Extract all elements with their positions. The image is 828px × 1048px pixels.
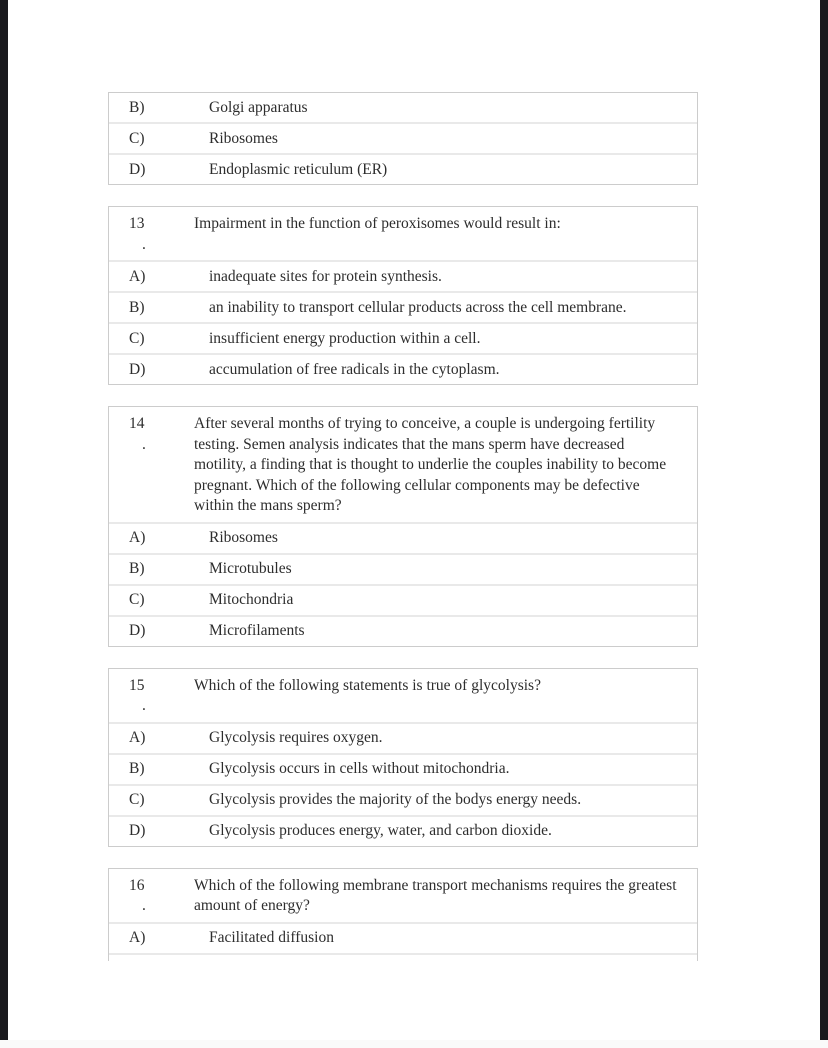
option-letter: C) — [129, 791, 145, 808]
question-text: Which of the following statements is true of glycolysis? — [194, 676, 541, 694]
table-row — [109, 553, 697, 584]
option-letter: C) — [129, 591, 145, 608]
option-text: Microfilaments — [209, 622, 305, 639]
question-table — [108, 92, 698, 185]
clipped-table-row — [109, 953, 697, 961]
option-text: insufficient energy production within a cell. — [209, 329, 481, 347]
table-row — [109, 93, 697, 122]
question-number-period: . — [142, 435, 146, 453]
option-text: inadequate sites for protein synthesis. — [209, 267, 442, 285]
option-text: Glycolysis produces energy, water, and carbon dioxide. — [209, 822, 552, 839]
table-row — [109, 291, 697, 322]
option-text: Ribosomes — [209, 529, 278, 546]
question-number — [109, 669, 194, 722]
table-row — [109, 584, 697, 615]
option-letter: D) — [129, 622, 146, 639]
option-text: Glycolysis requires oxygen. — [209, 729, 383, 746]
option-text: Glycolysis occurs in cells without mitochondria. — [209, 760, 510, 777]
question-number-period: . — [142, 897, 146, 914]
option-text: Ribosomes — [209, 129, 278, 147]
question-text: After several months of trying to conceive, a couple is undergoing fertility testing. Semen analysis indicates that the mans sperm have decreased motility, a finding that is thought to underlie the couples inability to become pregnant. Which of the following cellular components may be defective within the mans sperm? — [194, 415, 667, 514]
option-letter: C) — [129, 329, 145, 347]
question-text: Impairment in the function of peroxisomes would result in: — [194, 215, 561, 232]
table-row — [109, 522, 697, 553]
table-row — [109, 322, 697, 353]
table-row — [109, 260, 697, 291]
right-edge-strip — [820, 0, 828, 1040]
question-table — [108, 868, 698, 961]
option-letter: D) — [129, 160, 146, 178]
option-text: Glycolysis provides the majority of the bodys energy needs. — [209, 791, 582, 808]
question-number-value: 15 — [129, 676, 145, 694]
question-table — [108, 406, 698, 647]
left-edge-strip — [0, 0, 8, 1040]
question-number-period: . — [142, 697, 146, 714]
table-row — [109, 207, 697, 260]
question-number-value: 16 — [129, 876, 145, 894]
table-row — [109, 669, 697, 722]
option-letter: B) — [129, 560, 145, 577]
table-row — [109, 122, 697, 153]
question-table — [108, 668, 698, 847]
question-text: Which of the following membrane transport mechanisms requires the greatest amount of energy? — [194, 876, 677, 914]
table-row — [109, 615, 697, 646]
option-text: an inability to transport cellular products across the cell membrane. — [209, 298, 627, 316]
table-row — [109, 815, 697, 846]
question-number-value: 14 — [129, 415, 145, 432]
option-text: accumulation of free radicals in the cytoplasm. — [209, 360, 500, 378]
option-letter: A) — [129, 929, 146, 946]
option-text: Microtubules — [209, 560, 292, 577]
table-row — [109, 784, 697, 815]
question-number — [109, 407, 194, 522]
table-row — [109, 407, 697, 522]
option-letter: D) — [129, 360, 146, 378]
question-number-value: 13 — [129, 215, 145, 232]
option-text: Endoplasmic reticulum (ER) — [209, 160, 388, 178]
option-letter: B) — [129, 760, 145, 777]
option-letter: B) — [129, 298, 145, 316]
option-letter: A) — [129, 267, 146, 285]
question-number-period: . — [142, 235, 146, 253]
option-letter: B) — [129, 98, 145, 116]
table-row — [109, 722, 697, 753]
question-table — [108, 206, 698, 385]
option-letter: D) — [129, 822, 146, 839]
option-text: Golgi apparatus — [209, 98, 308, 116]
bottom-strip — [0, 1040, 828, 1048]
option-text: Mitochondria — [209, 591, 294, 608]
option-text: Facilitated diffusion — [209, 929, 334, 946]
option-letter: A) — [129, 729, 146, 746]
table-row — [109, 869, 697, 922]
table-row — [109, 922, 697, 953]
question-number — [109, 207, 194, 260]
table-row — [109, 753, 697, 784]
question-number — [109, 869, 194, 922]
table-row — [109, 153, 697, 184]
option-letter: C) — [129, 129, 145, 147]
document-page — [108, 92, 698, 961]
option-letter: A) — [129, 529, 146, 546]
table-row — [109, 353, 697, 384]
